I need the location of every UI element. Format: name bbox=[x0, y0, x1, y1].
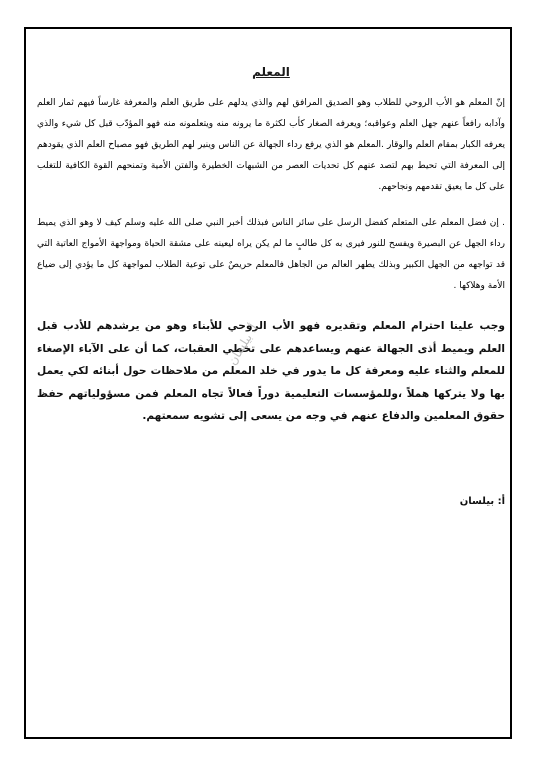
paragraph-1: إنّ المعلم هو الأب الروحي للطلاب وهو الصديق المرافق لهم والذي يدلهم على طريق العلم والمعرفة غارساً فيهم ثمار العلم وآدابه رافعاً عنهم جهل العلم وعواقبه؛ ويعرفه الصغار كأب لكثرة ما يرونه منه ويتعلمونه منه فهو المؤدّب قبل كل شيء والذي يعرفه الكبار بمقام العلم والوقار .المعلم هو الذي يرفع رداء الجهالة عن الناس وينير لهم الطريق فهو مصباح العلم الذي يقودهم إلى المعرفة التي تحيط بهم لتصد عنهم كل تحديات العصر من الشبهات الخطيرة والفتن الأمية وتمنحهم القوة الكافية للتغلب على كل ما يعيق تقدمهم ونجاحهم. bbox=[37, 98, 505, 192]
paragraph-2: . إن فضل المعلم على المتعلم كفضل الرسل على سائر الناس فبذلك أخبر النبي صلى الله عليه وسلم كيف لا وهو الذي يميط رداء الجهل عن البصيرة ويفسح للنور فيرى به كل طالبٍ ما لم يكن يراه ليعينه على مشقة الحياة ومواجهة الأمواج العاتية التي قد تواجهه من الجهل الكبير وبذلك يطهر العالم من الجاهل فالمعلم حريصٌ على توعية الطلاب لمواجهة كل ما يؤدي إلى ضياع الأمة وهلاكها . bbox=[37, 218, 505, 291]
watermark: أ. بيلسان bbox=[225, 321, 261, 368]
author-signature: أ: بيلسان bbox=[459, 496, 505, 507]
document-title: المعلم bbox=[252, 65, 290, 79]
paragraph-3: وجب علينا احترام المعلم وتقديره فهو الأب الروحي للأبناء وهو من يرشدهم للأدب قبل العلم ويميط أذى الجهالة عنهم ويساعدهم على تخطي العقبات، كما أن على الآباء الإصغاء للمعلم والثناء عليه ومعرفة كل ما يدور في خلد المعلم من ملاحظات حول أبنائه لكي يعمل بها ولا يتركها هملاً ،وللمؤسسات التعليمية دوراً فعالاً تجاه المعلم فمن مسؤولياتهم حفظ حقوق المعلمين والدفاع عنهم في وجه من يسعى إلى تشويه سمعتهم. bbox=[37, 320, 505, 422]
